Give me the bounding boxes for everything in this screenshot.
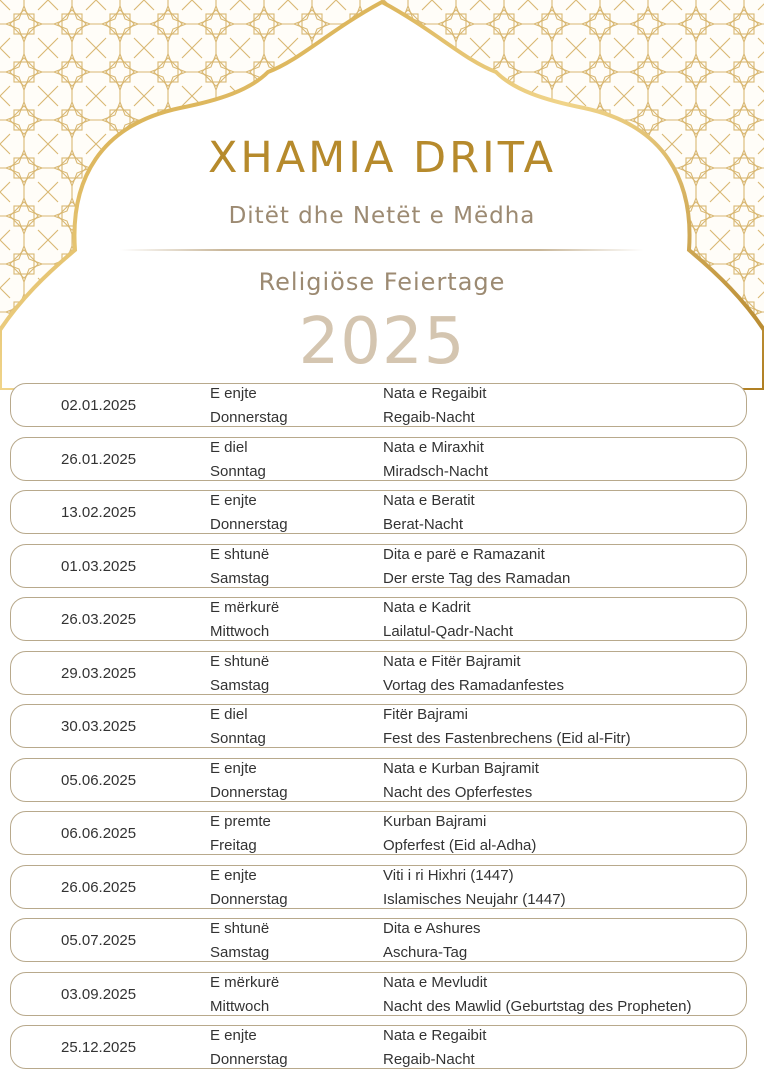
weekday-german: Samstag — [210, 676, 270, 694]
weekday-albanian: E diel — [210, 438, 248, 456]
event-german: Lailatul-Qadr-Nacht — [383, 623, 514, 640]
weekday-albanian: E shtunë — [210, 652, 270, 670]
weekday-albanian: E enjte — [210, 492, 257, 509]
holiday-row — [10, 811, 747, 855]
event-german: Der erste Tag des Ramadan — [383, 569, 571, 587]
event-german: Nacht des Opferfestes — [383, 783, 533, 801]
holiday-date: 29.03.2025 — [61, 664, 137, 682]
divider-line — [120, 249, 644, 251]
weekday-german: Donnerstag — [210, 409, 288, 426]
holiday-row — [10, 651, 747, 695]
holiday-row — [10, 437, 747, 481]
holiday-row — [10, 490, 747, 534]
holiday-date: 26.06.2025 — [61, 878, 137, 896]
event-albanian: Nata e Kurban Bajramit — [383, 759, 539, 777]
weekday-german: Sonntag — [210, 462, 266, 480]
holiday-date: 13.02.2025 — [61, 504, 137, 521]
weekday-albanian: E diel — [210, 706, 248, 723]
event-albanian: Viti i ri Hixhri (1447) — [383, 866, 514, 884]
event-albanian: Nata e Mevludit — [383, 973, 488, 991]
holiday-row — [10, 972, 747, 1016]
holiday-row — [10, 544, 747, 588]
header-ornament — [0, 0, 764, 390]
holiday-date: 06.06.2025 — [61, 825, 137, 842]
holiday-row — [10, 597, 747, 641]
event-albanian: Nata e Fitër Bajramit — [383, 652, 521, 670]
event-albanian: Nata e Regaibit — [383, 1027, 487, 1044]
weekday-albanian: E enjte — [210, 385, 257, 402]
holiday-date: 30.03.2025 — [61, 718, 137, 735]
weekday-albanian: E mërkurë — [210, 973, 280, 991]
holiday-row — [10, 758, 747, 802]
weekday-german: Mittwoch — [210, 623, 270, 640]
event-albanian: Nata e Regaibit — [383, 385, 487, 402]
event-german: Regaib-Nacht — [383, 409, 475, 426]
page-title: XHAMIA DRITA — [207, 133, 557, 183]
event-german: Miradsch-Nacht — [383, 462, 489, 480]
event-german: Vortag des Ramadanfestes — [383, 676, 564, 694]
event-german: Aschura-Tag — [383, 944, 468, 961]
holiday-date: 05.07.2025 — [61, 932, 137, 949]
event-german: Berat-Nacht — [383, 516, 464, 533]
event-albanian: Fitër Bajrami — [383, 706, 469, 723]
weekday-albanian: E enjte — [210, 866, 257, 884]
holiday-row — [10, 1025, 747, 1069]
event-albanian: Nata e Miraxhit — [383, 438, 484, 456]
event-albanian: Dita e parë e Ramazanit — [383, 545, 545, 563]
weekday-albanian: E shtunë — [210, 920, 270, 937]
weekday-albanian: E shtunë — [210, 545, 270, 563]
weekday-albanian: E premte — [210, 813, 271, 830]
page-subtitle-albanian: Ditët dhe Netët e Mëdha — [228, 203, 536, 229]
weekday-german: Samstag — [210, 944, 270, 961]
weekday-german: Samstag — [210, 569, 270, 587]
holiday-date: 25.12.2025 — [61, 1039, 137, 1056]
holiday-row — [10, 383, 747, 427]
holiday-date: 02.01.2025 — [61, 397, 137, 414]
holiday-date: 26.01.2025 — [61, 450, 137, 468]
holiday-date: 26.03.2025 — [61, 611, 137, 628]
page-subtitle-german: Religiöse Feiertage — [258, 268, 506, 296]
weekday-german: Donnerstag — [210, 890, 288, 908]
event-albanian: Nata e Beratit — [383, 492, 475, 509]
weekday-german: Donnerstag — [210, 1051, 288, 1068]
weekday-albanian: E mërkurë — [210, 599, 280, 616]
holiday-date: 01.03.2025 — [61, 557, 137, 575]
weekday-albanian: E enjte — [210, 759, 257, 777]
weekday-german: Donnerstag — [210, 516, 288, 533]
weekday-german: Donnerstag — [210, 783, 288, 801]
event-german: Opferfest (Eid al-Adha) — [383, 837, 537, 854]
event-albanian: Dita e Ashures — [383, 920, 481, 937]
year-label: 2025 — [298, 305, 466, 379]
weekday-german: Mittwoch — [210, 997, 270, 1015]
event-german: Islamisches Neujahr (1447) — [383, 890, 566, 908]
weekday-albanian: E enjte — [210, 1027, 257, 1044]
event-german: Fest des Fastenbrechens (Eid al-Fitr) — [383, 730, 631, 747]
weekday-german: Freitag — [210, 837, 257, 854]
holiday-date: 03.09.2025 — [61, 985, 137, 1003]
holiday-date: 05.06.2025 — [61, 771, 137, 789]
holiday-row — [10, 918, 747, 962]
event-albanian: Nata e Kadrit — [383, 599, 471, 616]
holiday-row — [10, 704, 747, 748]
holiday-row — [10, 865, 747, 909]
event-albanian: Kurban Bajrami — [383, 813, 487, 830]
event-german: Regaib-Nacht — [383, 1051, 475, 1068]
holiday-list — [10, 383, 747, 1079]
weekday-german: Sonntag — [210, 730, 266, 747]
event-german: Nacht des Mawlid (Geburtstag des Propheten) — [383, 997, 692, 1015]
